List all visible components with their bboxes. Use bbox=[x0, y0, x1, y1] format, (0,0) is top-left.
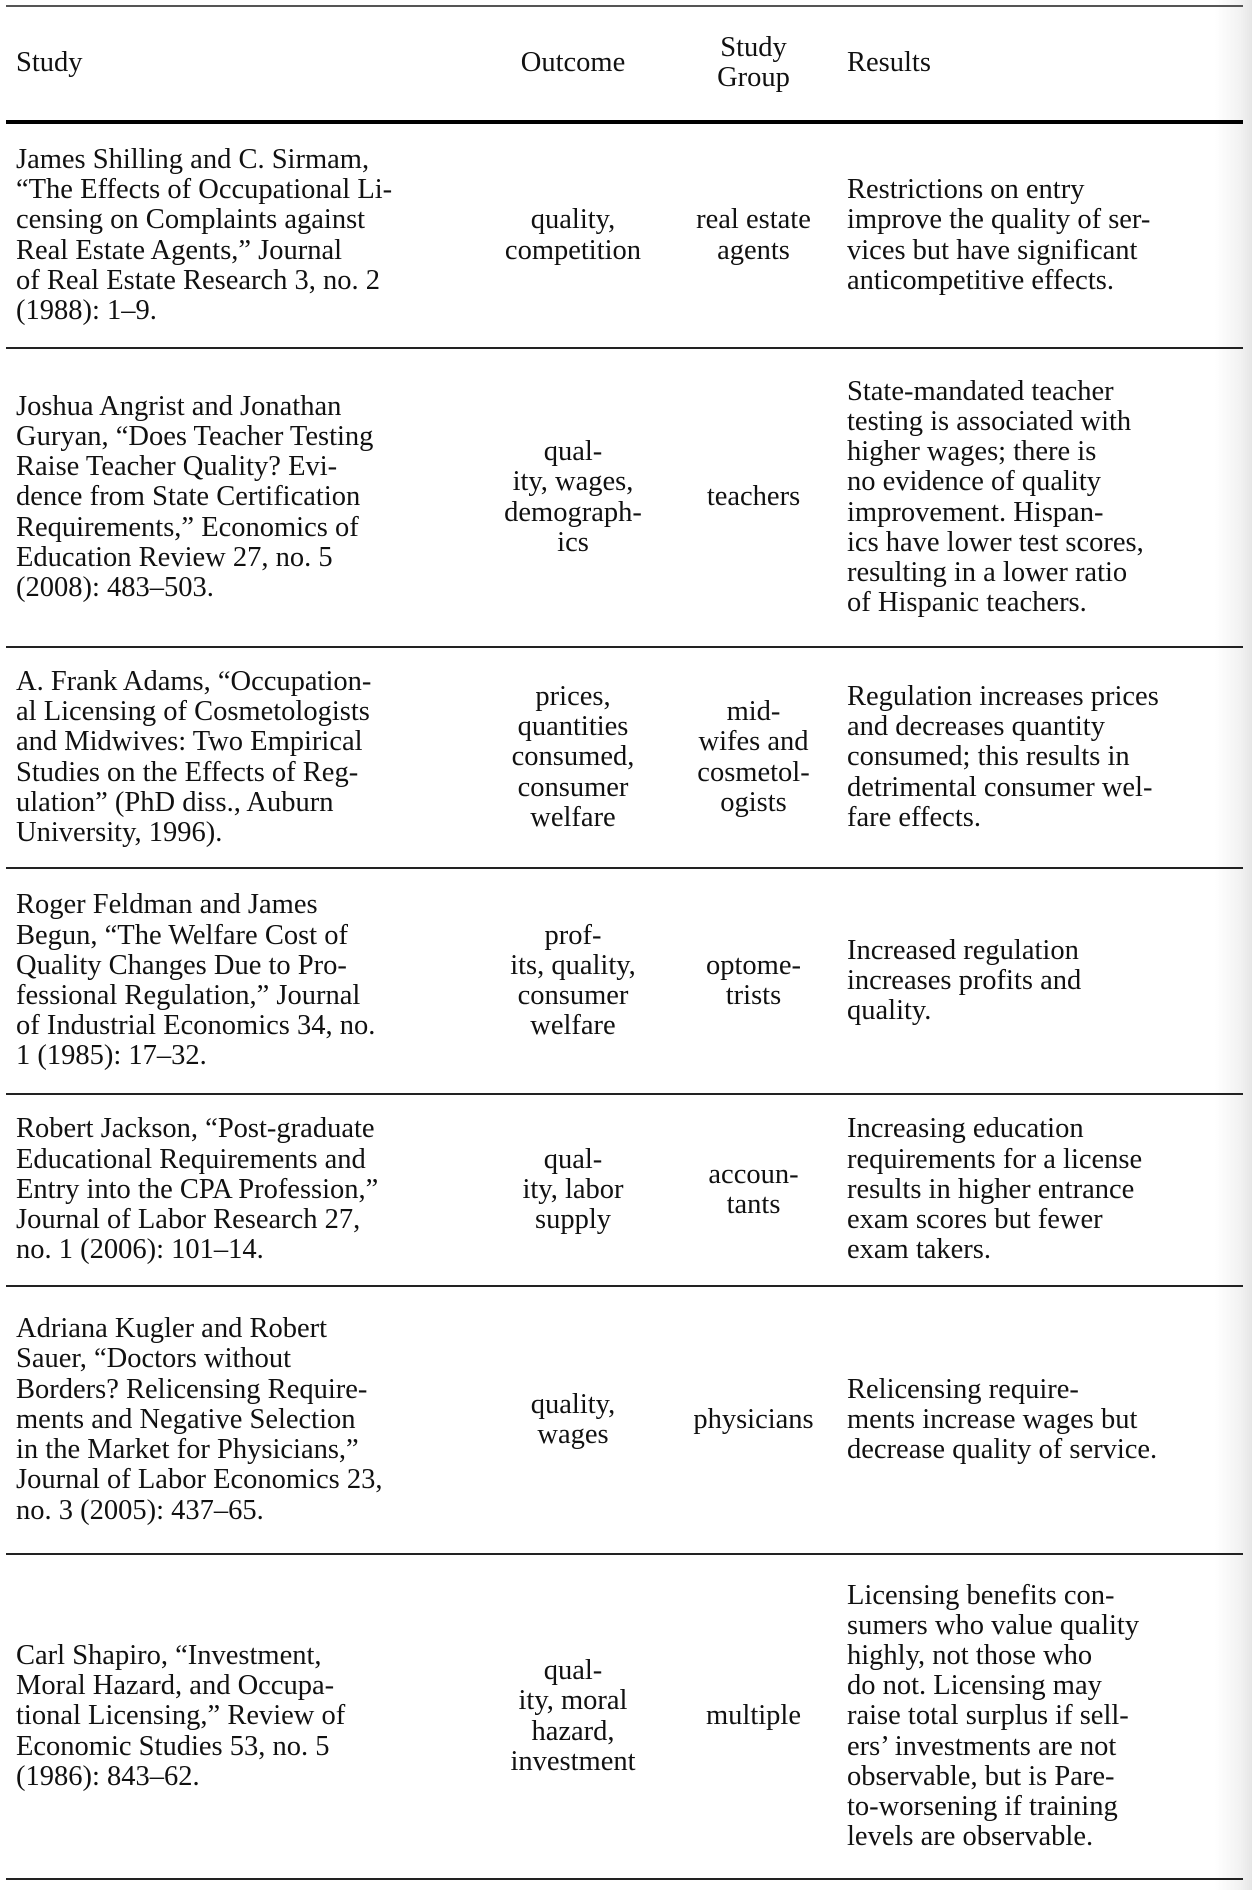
outcome-text-line: ity, moral bbox=[518, 1685, 628, 1717]
results-text-line: Increasing education bbox=[847, 1113, 1084, 1145]
study-text-line: Quality Changes Due to Pro- bbox=[16, 949, 347, 981]
study-text-line: James Shilling and C. Sirmam, bbox=[16, 143, 370, 175]
outcome-cell bbox=[476, 349, 670, 646]
study-group-text-line: accoun- bbox=[708, 1158, 799, 1190]
study-text-line: tional Licensing,” Review of bbox=[16, 1700, 346, 1732]
outcome-text-line: quality, bbox=[530, 204, 616, 236]
results-text-line: no evidence of quality bbox=[847, 466, 1102, 498]
study-group-cell bbox=[670, 648, 837, 867]
table-row bbox=[6, 1555, 1243, 1880]
study-group-text-line: optome- bbox=[706, 949, 801, 981]
outcome-text-line: consumer bbox=[517, 771, 629, 803]
table-row bbox=[6, 349, 1243, 648]
study-text-line: ments and Negative Selection bbox=[16, 1403, 356, 1435]
results-text-line: Increased regulation bbox=[847, 934, 1079, 966]
study-group-cell bbox=[670, 1095, 837, 1285]
study-group-text-line: trists bbox=[725, 980, 782, 1011]
outcome-cell bbox=[476, 124, 670, 347]
outcome-text-line: consumer bbox=[517, 980, 629, 1011]
results-text-line: State-mandated teacher bbox=[847, 375, 1114, 407]
study-group-cell bbox=[670, 124, 837, 347]
results-text-line: ics have lower test scores, bbox=[847, 526, 1144, 558]
outcome-text-line: consumed, bbox=[511, 741, 635, 773]
results-text-line: ments increase wages but bbox=[847, 1403, 1138, 1435]
study-text-line: 1 (1985): 17–32. bbox=[16, 1040, 207, 1072]
study-text-line: no. 1 (2006): 101–14. bbox=[16, 1234, 264, 1266]
study-group-text-line: agents bbox=[717, 234, 790, 266]
study-text-line: censing on Complaints against bbox=[16, 204, 366, 236]
study-text-line: Roger Feldman and James bbox=[16, 889, 318, 921]
results-text-line: ers’ investments are not bbox=[847, 1730, 1117, 1762]
results-text-line: Licensing benefits con- bbox=[847, 1579, 1115, 1611]
study-text-line: Raise Teacher Quality? Evi- bbox=[16, 451, 338, 483]
header-results-label: Results bbox=[847, 46, 931, 78]
study-group-text-line: mid- bbox=[726, 696, 781, 728]
study-text-line: dence from State Certification bbox=[16, 481, 361, 513]
study-group-text-line: cosmetol- bbox=[697, 756, 810, 788]
study-group-text-line: multiple bbox=[706, 1700, 801, 1732]
header-study-label: Study bbox=[16, 46, 83, 78]
study-cell bbox=[6, 1287, 476, 1553]
results-text-line: anticompetitive effects. bbox=[847, 264, 1114, 296]
study-text-line: (2008): 483–503. bbox=[16, 572, 214, 603]
study-text-line: and Midwives: Two Empirical bbox=[16, 726, 363, 758]
study-text-line: Economic Studies 53, no. 5 bbox=[16, 1730, 330, 1762]
study-text-line: Education Review 27, no. 5 bbox=[16, 541, 333, 573]
outcome-text-line: wages bbox=[537, 1419, 609, 1450]
outcome-text-line: quantities bbox=[517, 711, 629, 743]
study-group-text-line: wifes and bbox=[698, 726, 809, 758]
study-group-cell bbox=[670, 869, 837, 1093]
outcome-cell bbox=[476, 648, 670, 867]
study-group-text-line: tants bbox=[726, 1189, 781, 1220]
study-text-line: Moral Hazard, and Occupa- bbox=[16, 1670, 335, 1702]
results-cell bbox=[837, 869, 1243, 1093]
study-text-line: Guryan, “Does Teacher Testing bbox=[16, 420, 374, 452]
study-text-line: Journal of Labor Research 27, bbox=[16, 1204, 361, 1236]
study-text-line: Robert Jackson, “Post-graduate bbox=[16, 1113, 375, 1145]
outcome-text-line: competition bbox=[504, 234, 642, 266]
study-group-text-line: physicians bbox=[693, 1403, 814, 1435]
study-text-line: (1986): 843–62. bbox=[16, 1760, 200, 1792]
bottom-rule bbox=[6, 1878, 1243, 1880]
results-text-line: fare effects. bbox=[847, 801, 981, 833]
outcome-cell bbox=[476, 1095, 670, 1285]
study-cell bbox=[6, 124, 476, 347]
results-cell bbox=[837, 1095, 1243, 1285]
study-text-line: University, 1996). bbox=[16, 816, 223, 848]
study-group-cell bbox=[670, 1287, 837, 1553]
results-text-line: do not. Licensing may bbox=[847, 1670, 1102, 1702]
results-text-line: Regulation increases prices bbox=[847, 680, 1159, 712]
study-text-line: Educational Requirements and bbox=[16, 1143, 366, 1175]
outcome-text-line: qual- bbox=[543, 436, 603, 468]
results-text-line: consumed; this results in bbox=[847, 741, 1130, 773]
results-text-line: requirements for a license bbox=[847, 1143, 1143, 1175]
table-row bbox=[6, 869, 1243, 1095]
results-text-line: observable, but is Pare- bbox=[847, 1760, 1115, 1792]
outcome-text-line: welfare bbox=[530, 801, 616, 833]
header-outcome bbox=[476, 7, 670, 118]
table-row bbox=[6, 124, 1243, 349]
header-group-label-line: Study bbox=[720, 31, 787, 63]
results-text-line: improve the quality of ser- bbox=[847, 204, 1151, 236]
results-text-line: Relicensing require- bbox=[847, 1373, 1079, 1405]
study-group-text-line: teachers bbox=[706, 481, 801, 513]
results-cell bbox=[837, 349, 1243, 646]
study-text-line: Joshua Angrist and Jonathan bbox=[16, 390, 342, 422]
study-cell bbox=[6, 648, 476, 867]
results-text-line: vices but have significant bbox=[847, 234, 1138, 266]
study-group-text-line: real estate bbox=[696, 204, 811, 236]
study-group-cell bbox=[670, 349, 837, 646]
outcome-cell bbox=[476, 1287, 670, 1553]
study-text-line: of Real Estate Research 3, no. 2 bbox=[16, 264, 381, 296]
study-text-line: ulation” (PhD diss., Auburn bbox=[16, 786, 334, 818]
outcome-text-line: ity, wages, bbox=[512, 466, 634, 498]
results-text-line: Restrictions on entry bbox=[847, 174, 1085, 206]
study-text-line: in the Market for Physicians,” bbox=[16, 1434, 359, 1466]
table-header bbox=[6, 7, 1243, 120]
study-text-line: Borders? Relicensing Require- bbox=[16, 1373, 368, 1405]
results-text-line: quality. bbox=[847, 995, 932, 1027]
study-group-text-line: ogists bbox=[720, 786, 787, 818]
study-text-line: Studies on the Effects of Reg- bbox=[16, 756, 359, 788]
outcome-text-line: demograph- bbox=[504, 496, 642, 528]
outcome-text-line: prof- bbox=[544, 919, 602, 951]
table-row bbox=[6, 648, 1243, 869]
outcome-text-line: ity, labor bbox=[522, 1173, 624, 1205]
results-text-line: detrimental consumer wel- bbox=[847, 771, 1153, 803]
outcome-text-line: quality, bbox=[530, 1388, 616, 1420]
results-text-line: testing is associated with bbox=[847, 405, 1132, 437]
table-row bbox=[6, 1095, 1243, 1287]
results-text-line: and decreases quantity bbox=[847, 711, 1105, 743]
header-group-label-line: Group bbox=[717, 61, 790, 93]
header-study-group bbox=[670, 7, 837, 118]
study-cell bbox=[6, 349, 476, 646]
results-cell bbox=[837, 648, 1243, 867]
results-cell bbox=[837, 1287, 1243, 1553]
results-text-line: higher wages; there is bbox=[847, 436, 1097, 468]
header-results bbox=[837, 7, 1243, 118]
study-text-line: Carl Shapiro, “Investment, bbox=[16, 1639, 322, 1671]
study-text-line: “The Effects of Occupational Li- bbox=[16, 174, 393, 206]
outcome-text-line: supply bbox=[534, 1204, 611, 1236]
outcome-cell bbox=[476, 869, 670, 1093]
results-text-line: levels are observable. bbox=[847, 1821, 1094, 1853]
study-cell bbox=[6, 1555, 476, 1878]
study-text-line: A. Frank Adams, “Occupation- bbox=[16, 665, 372, 697]
study-text-line: no. 3 (2005): 437–65. bbox=[16, 1494, 264, 1526]
study-text-line: Adriana Kugler and Robert bbox=[16, 1313, 328, 1345]
results-text-line: to-worsening if training bbox=[847, 1791, 1118, 1822]
study-cell bbox=[6, 1095, 476, 1285]
study-text-line: Sauer, “Doctors without bbox=[16, 1343, 292, 1375]
results-text-line: decrease quality of service. bbox=[847, 1434, 1158, 1466]
outcome-text-line: ics bbox=[557, 526, 589, 558]
table-row bbox=[6, 1287, 1243, 1555]
outcome-text-line: its, quality, bbox=[510, 949, 636, 981]
results-text-line: sumers who value quality bbox=[847, 1609, 1140, 1641]
results-text-line: exam takers. bbox=[847, 1234, 992, 1266]
results-text-line: results in higher entrance bbox=[847, 1173, 1135, 1205]
study-text-line: al Licensing of Cosmetologists bbox=[16, 696, 370, 728]
results-cell bbox=[837, 1555, 1243, 1878]
header-study bbox=[6, 7, 476, 118]
study-cell bbox=[6, 869, 476, 1093]
results-text-line: of Hispanic teachers. bbox=[847, 587, 1087, 619]
outcome-text-line: prices, bbox=[535, 680, 611, 712]
results-text-line: resulting in a lower ratio bbox=[847, 556, 1128, 588]
study-text-line: Requirements,” Economics of bbox=[16, 511, 359, 543]
results-text-line: raise total surplus if sell- bbox=[847, 1700, 1129, 1732]
study-text-line: Journal of Labor Economics 23, bbox=[16, 1464, 383, 1496]
study-text-line: of Industrial Economics 34, no. bbox=[16, 1010, 376, 1042]
results-text-line: improvement. Hispan- bbox=[847, 496, 1104, 528]
outcome-text-line: qual- bbox=[543, 1655, 603, 1687]
study-text-line: Real Estate Agents,” Journal bbox=[16, 234, 343, 266]
study-group-cell bbox=[670, 1555, 837, 1878]
results-text-line: increases profits and bbox=[847, 964, 1082, 996]
study-text-line: Begun, “The Welfare Cost of bbox=[16, 919, 348, 951]
outcome-text-line: investment bbox=[510, 1745, 636, 1777]
study-text-line: (1988): 1–9. bbox=[16, 294, 157, 326]
results-text-line: exam scores but fewer bbox=[847, 1204, 1103, 1236]
study-text-line: Entry into the CPA Profession,” bbox=[16, 1173, 379, 1205]
study-text-line: fessional Regulation,” Journal bbox=[16, 980, 361, 1011]
header-outcome-label: Outcome bbox=[520, 46, 626, 78]
outcome-text-line: qual- bbox=[543, 1143, 603, 1175]
outcome-text-line: hazard, bbox=[531, 1715, 615, 1747]
results-text-line: highly, not those who bbox=[847, 1639, 1093, 1671]
outcome-text-line: welfare bbox=[530, 1010, 616, 1042]
outcome-cell bbox=[476, 1555, 670, 1878]
results-cell bbox=[837, 124, 1243, 347]
